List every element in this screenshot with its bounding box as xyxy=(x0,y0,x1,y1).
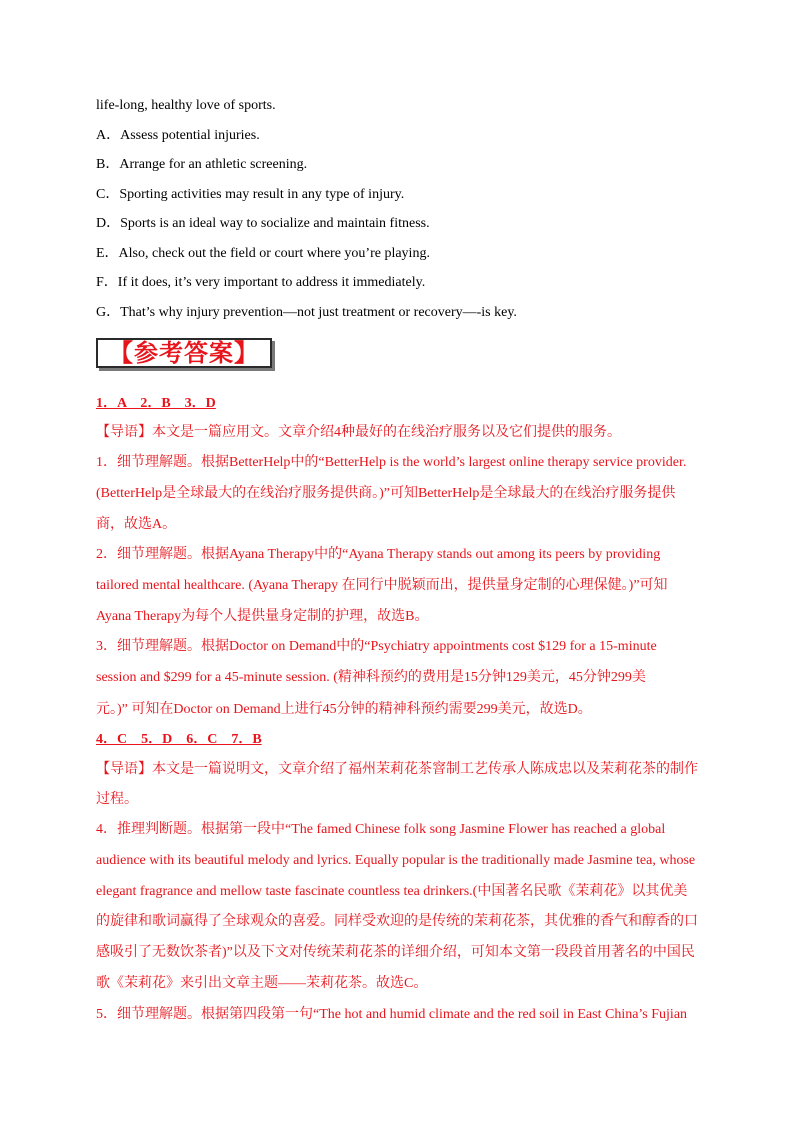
option-d: D．Sports is an ideal way to socialize and maintain fitness. xyxy=(96,216,430,231)
explanation-line: tailored mental healthcare. (Ayana Therapy 在同行中脱颖而出，提供量身定制的心理保健。)”可知 xyxy=(96,578,668,593)
guide-2: 【导语】本文是一篇说明文，文章介绍了福州茉莉花茶窨制工艺传承人陈成忠以及茉莉花茶的制作 xyxy=(96,762,698,777)
guide-1: 【导语】本文是一篇应用文。文章介绍4种最好的在线治疗服务以及它们提供的服务。 xyxy=(96,425,621,440)
option-f: F．If it does, it’s very important to address it immediately. xyxy=(96,275,426,290)
guide-2-cont: 过程。 xyxy=(96,792,138,807)
explanation-line: 5．细节理解题。根据第四段第一句“The hot and humid climate and the red soil in East China’s Fujian xyxy=(96,1007,688,1022)
option-c: C．Sporting activities may result in any type of injury. xyxy=(96,187,405,202)
answer-key-title: 【参考答案】 xyxy=(109,339,259,367)
explanation-line: 4．推理判断题。根据第一段中“The famed Chinese folk song Jasmine Flower has reached a global xyxy=(96,822,666,837)
explanation-line: Ayana Therapy为每个人提供量身定制的护理，故选B。 xyxy=(96,609,429,624)
explanation-line: 3．细节理解题。根据Doctor on Demand中的“Psychiatry appointments cost $129 for a 15-minute xyxy=(96,639,657,654)
explanation-line: 感吸引了无数饮茶者)”以及下文对传统茉莉花茶的详细介绍，可知本文第一段段首用著名的中国民 xyxy=(96,945,695,960)
explanation-line: 商，故选A。 xyxy=(96,517,177,532)
explanation-line: 元。)” 可知在Doctor on Demand上进行45分钟的精神科预约需要299美元，故选D。 xyxy=(96,702,592,717)
explanation-line: (BetterHelp是全球最大的在线治疗服务提供商。)”可知BetterHelp是全球最大的在线治疗服务提供 xyxy=(96,486,676,501)
explanation-line: session and $299 for a 45-minute session. (精神科预约的费用是15分钟129美元，45分钟299美 xyxy=(96,670,646,685)
option-b: B．Arrange for an athletic screening. xyxy=(96,157,308,172)
explanation-line: 的旋律和歌词赢得了全球观众的喜爱。同样受欢迎的是传统的茉莉花茶，其优雅的香气和醇香的口 xyxy=(96,914,698,929)
explanation-line: 2．细节理解题。根据Ayana Therapy中的“Ayana Therapy stands out among its peers by providing xyxy=(96,547,661,562)
explanation-line: elegant fragrance and mellow taste fascinate countless tea drinkers.(中国著名民歌《茉莉花》以其优美 xyxy=(96,884,688,899)
passage-text: life-long, healthy love of sports. xyxy=(96,98,276,113)
explanation-line: 歌《茉莉花》来引出文章主题——茉莉花茶。故选C。 xyxy=(96,976,428,991)
answers-1-3: 1．A 2．B 3．D xyxy=(96,396,216,411)
answers-4-7: 4．C 5．D 6．C 7．B xyxy=(96,732,262,747)
explanation-line: audience with its beautiful melody and lyrics. Equally popular is the traditionally made Jasmine tea, whose xyxy=(96,853,696,868)
answer-key-banner xyxy=(96,338,272,368)
explanation-line: 1．细节理解题。根据BetterHelp中的“BetterHelp is the world’s largest online therapy service provider. xyxy=(96,455,687,470)
option-e: E．Also, check out the field or court where you’re playing. xyxy=(96,246,430,261)
option-a: A．Assess potential injuries. xyxy=(96,128,260,143)
option-g: G．That’s why injury prevention—not just treatment or recovery—-is key. xyxy=(96,305,517,320)
